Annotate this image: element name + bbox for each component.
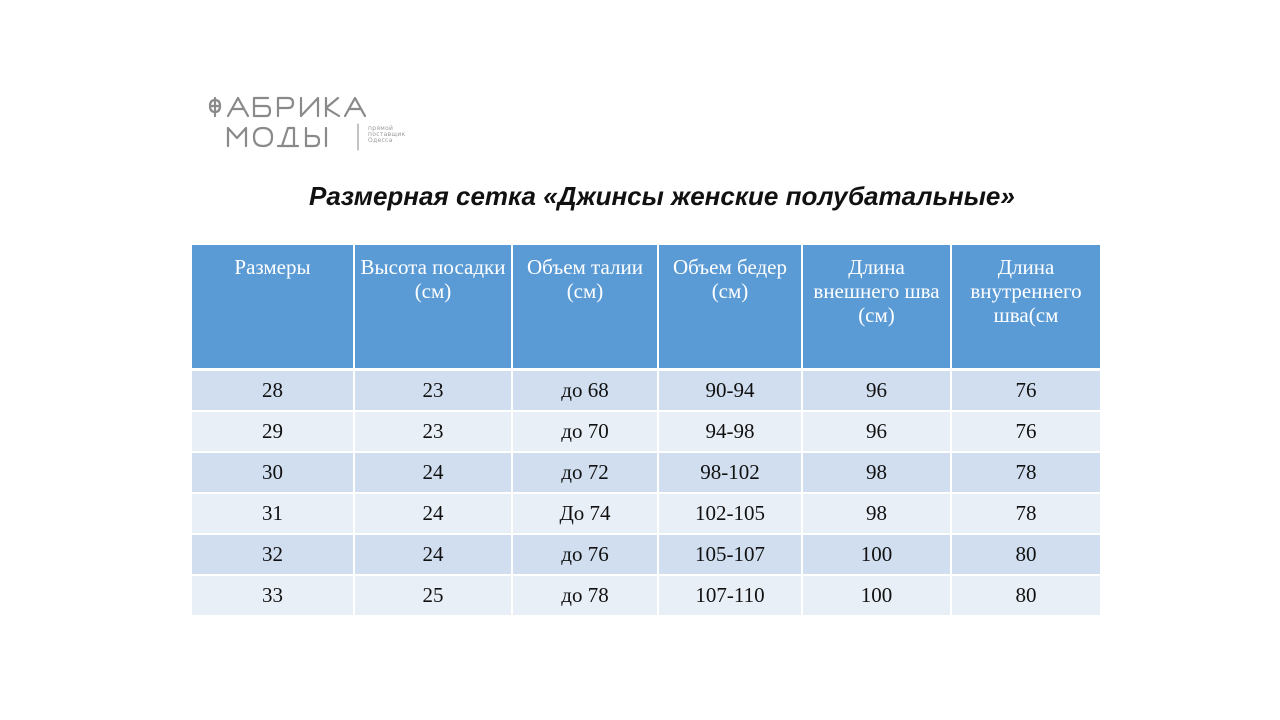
table-cell: 100 (802, 575, 951, 616)
table-cell: 24 (354, 534, 512, 575)
table-cell: 28 (191, 369, 354, 411)
table-cell: 96 (802, 411, 951, 452)
logo-sub-line: поставщик (368, 131, 406, 138)
header-outseam: Длина внешнего шва (см) (802, 244, 951, 369)
logo-sub-line: прямой (368, 125, 394, 132)
table-cell: 80 (951, 575, 1101, 616)
table-cell: 29 (191, 411, 354, 452)
table-cell: 23 (354, 369, 512, 411)
table-cell: 78 (951, 493, 1101, 534)
table-cell: до 70 (512, 411, 658, 452)
table-cell: 98 (802, 452, 951, 493)
table-cell: 76 (951, 369, 1101, 411)
table-cell: До 74 (512, 493, 658, 534)
table-cell: 76 (951, 411, 1101, 452)
header-rise-height: Высота посадки (см) (354, 244, 512, 369)
table-cell: 24 (354, 452, 512, 493)
table-cell: 24 (354, 493, 512, 534)
table-cell: 98 (802, 493, 951, 534)
table-header-row (191, 244, 1101, 369)
table-row (191, 369, 1101, 411)
table-row (191, 452, 1101, 493)
table-cell: до 76 (512, 534, 658, 575)
brand-logo (208, 96, 438, 156)
page-title: Размерная сетка «Джинсы женские полубатальные» (309, 181, 1015, 211)
table-cell: 31 (191, 493, 354, 534)
table-cell: 80 (951, 534, 1101, 575)
header-hips: Объем бедер (см) (658, 244, 802, 369)
table-cell: до 78 (512, 575, 658, 616)
table-row (191, 575, 1101, 616)
header-inseam: Длина внутреннего шва(см (951, 244, 1101, 369)
header-size: Размеры (191, 244, 354, 369)
table-cell: до 72 (512, 452, 658, 493)
header-waist: Объем талии (см) (512, 244, 658, 369)
table-cell: 102-105 (658, 493, 802, 534)
table-cell: 33 (191, 575, 354, 616)
table-cell: 78 (951, 452, 1101, 493)
table-cell: 32 (191, 534, 354, 575)
table-cell: 94-98 (658, 411, 802, 452)
table-cell: 23 (354, 411, 512, 452)
table-row (191, 534, 1101, 575)
table-cell: до 68 (512, 369, 658, 411)
table-cell: 107-110 (658, 575, 802, 616)
table-cell: 90-94 (658, 369, 802, 411)
table-cell: 100 (802, 534, 951, 575)
table-cell: 98-102 (658, 452, 802, 493)
table-row (191, 411, 1101, 452)
table-cell: 105-107 (658, 534, 802, 575)
table-cell: 25 (354, 575, 512, 616)
logo-subtitle (368, 126, 405, 144)
size-chart-table (190, 243, 1102, 617)
table-cell: 96 (802, 369, 951, 411)
table-row (191, 493, 1101, 534)
logo-sub-line: Одесса (368, 137, 393, 144)
table-cell: 30 (191, 452, 354, 493)
